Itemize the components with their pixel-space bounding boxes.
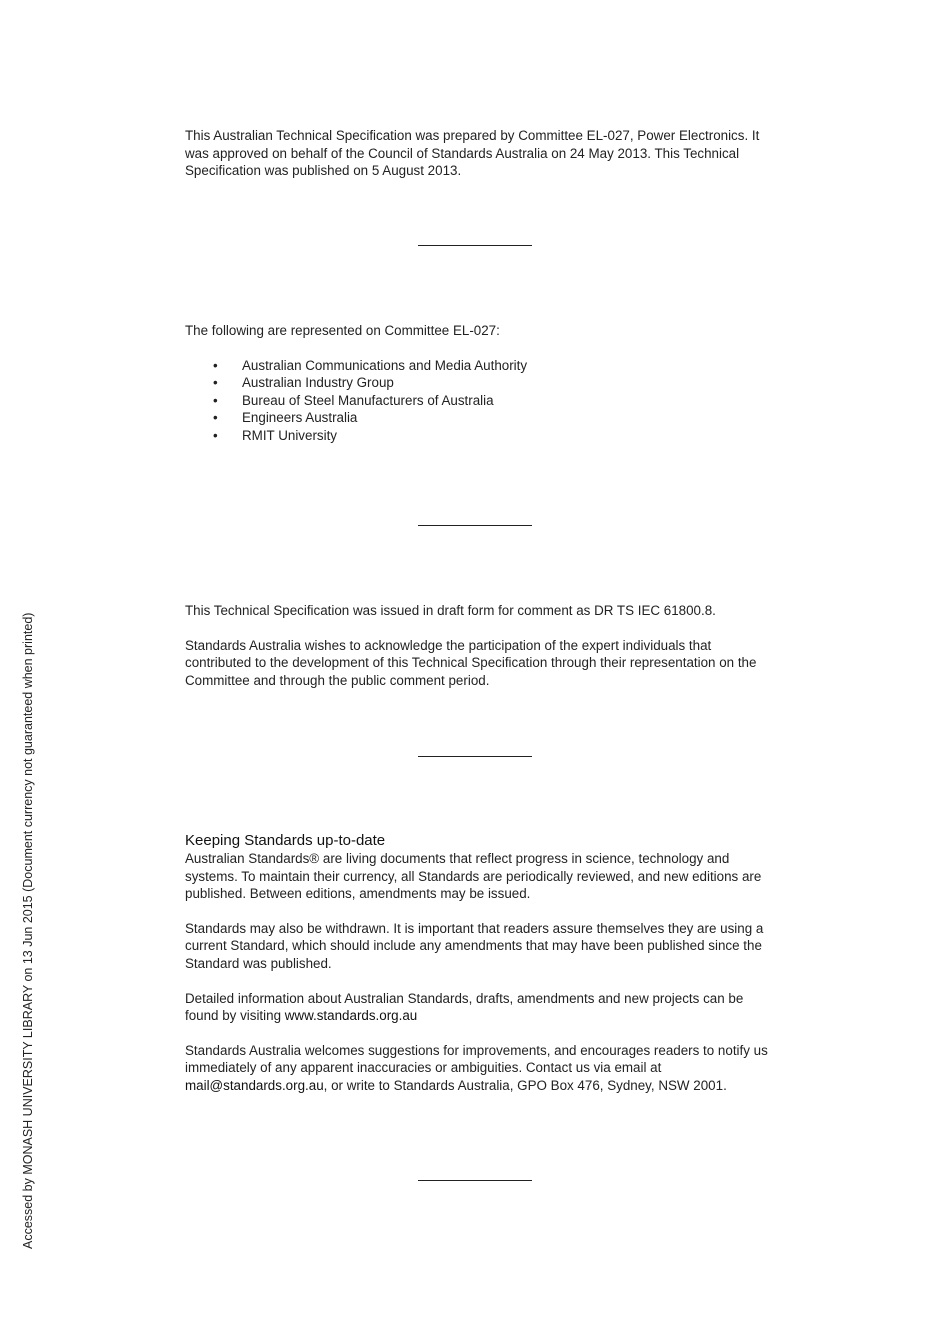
list-item	[185, 427, 770, 445]
section-divider	[418, 1180, 532, 1181]
preparation-text: This Australian Technical Specification was prepared by Committee EL-027, Power Electronics. It was approved on behalf of the Council of Standards Australia on 24 May 2013. This Technical Specification was published on 5 August 2013.	[185, 128, 760, 179]
email-link[interactable]: mail@standards.org.au	[185, 1077, 324, 1093]
section-divider	[418, 245, 532, 246]
contact-paragraph	[185, 1042, 770, 1095]
bullet-icon: •	[213, 357, 218, 373]
section-divider	[418, 756, 532, 757]
list-item	[185, 409, 770, 427]
committee-member-list	[185, 357, 770, 445]
bullet-icon: •	[213, 375, 218, 391]
keeping-standards-section	[185, 832, 770, 1095]
website-link[interactable]: www.standards.org.au	[284, 1008, 418, 1024]
bullet-icon: •	[213, 392, 218, 408]
section-heading: Keeping Standards up-to-date	[185, 832, 386, 849]
living-documents-paragraph: Australian Standards® are living documents that reflect progress in science, technology and systems. To maintain their currency, all Standards are periodically reviewed, and new editions are published. Between editions, amendments may be issued.	[185, 851, 762, 902]
section-divider	[418, 525, 532, 526]
member-name: Engineers Australia	[242, 410, 358, 426]
draft-text: This Technical Specification was issued in draft form for comment as DR TS IEC 61800.8.	[185, 603, 716, 618]
member-name: Australian Communications and Media Authority	[242, 357, 528, 373]
list-item	[185, 392, 770, 410]
member-name: RMIT University	[242, 427, 337, 443]
preparation-statement	[185, 127, 770, 180]
bullet-icon: •	[213, 410, 218, 426]
detailed-info-paragraph	[185, 990, 770, 1025]
committee-section	[185, 322, 770, 445]
committee-intro: The following are represented on Committee EL-027:	[185, 323, 500, 338]
address-text: , or write to Standards Australia, GPO Box 476, Sydney, NSW 2001.	[323, 1077, 727, 1093]
withdrawn-paragraph: Standards may also be withdrawn. It is important that readers assure themselves they are using a current Standard, which should include any amendments that may have been published since the Standard was published.	[185, 920, 764, 971]
acknowledgement-text: Standards Australia wishes to acknowledge the participation of the expert individuals that contributed to the development of this Technical Specification through their representation on the Committee and through the public comment period.	[185, 637, 757, 688]
member-name: Australian Industry Group	[242, 375, 394, 391]
contact-text: Standards Australia welcomes suggestions for improvements, and encourages readers to notify us immediately of any apparent inaccuracies or ambiguities. Contact us via email at	[185, 1042, 768, 1076]
access-watermark: Accessed by MONASH UNIVERSITY LIBRARY on 13 Jun 2015 (Document currency not guaranteed when printed)	[21, 612, 35, 1249]
list-item	[185, 357, 770, 375]
draft-section	[185, 602, 770, 689]
bullet-icon: •	[213, 427, 218, 443]
detailed-info-text: Detailed information about Australian Standards, drafts, amendments and new projects can be found by visiting	[185, 990, 744, 1024]
member-name: Bureau of Steel Manufacturers of Australia	[242, 392, 494, 408]
list-item	[185, 374, 770, 392]
